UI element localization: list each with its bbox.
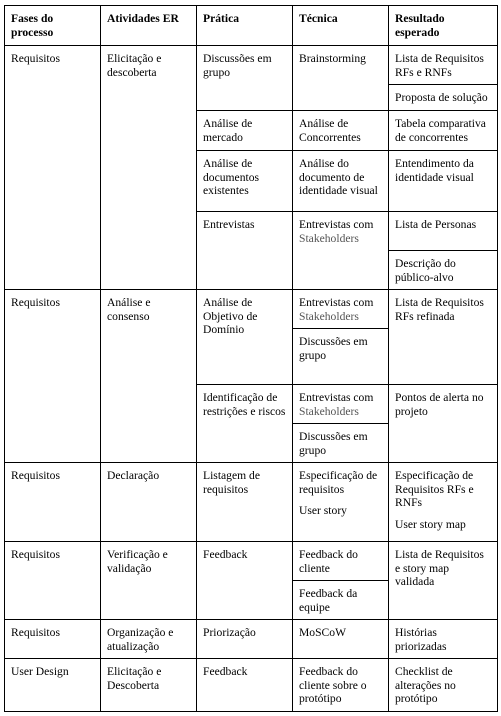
cell-resultado: Descrição do público-alvo [389,251,498,290]
cell-resultado: Pontos de alerta no projeto [389,385,498,463]
tecnica-line: Especificação de requisitos [299,469,378,496]
cell-tecnica: Discussões em grupo [293,329,389,385]
cell-resultado: Lista de Personas [389,212,498,251]
process-table [4,5,498,712]
tecnica-line: Stakeholders [299,309,359,323]
cell-tecnica [293,385,389,424]
tecnica-line: Stakeholders [299,404,359,418]
cell-atividade: Elicitação e Descoberta [101,659,197,712]
cell-pratica: Feedback [197,659,293,712]
cell-tecnica [293,212,389,290]
cell-fase: Requisitos [5,542,101,620]
cell-pratica: Discussões em grupo [197,46,293,111]
tecnica-line: User story [299,504,347,517]
cell-atividade: Elicitação e descoberta [101,46,197,290]
cell-resultado: Entendimento da identidade visual [389,151,498,212]
cell-resultado: Checklist de alterações no protótipo [389,659,498,712]
cell-tecnica: Brainstorming [293,46,389,111]
header-resultado: Resultado esperado [389,6,498,46]
cell-atividade: Organização e atualização [101,620,197,659]
resultado-line: Especificação de Requisitos RFs e RNFs [395,469,474,509]
cell-pratica: Listagem de requisitos [197,463,293,542]
cell-tecnica: MoSCoW [293,620,389,659]
cell-pratica: Análise de documentos existentes [197,151,293,212]
cell-resultado: Lista de Requisitos e story map validada [389,542,498,620]
cell-fase: User Design [5,659,101,712]
header-atividades: Atividades ER [101,6,197,46]
cell-fase: Requisitos [5,463,101,542]
cell-pratica: Análise de mercado [197,111,293,151]
cell-tecnica: Análise de Concorrentes [293,111,389,151]
tecnica-line: Entrevistas com [299,218,374,231]
cell-tecnica: Análise do documento de identidade visual [293,151,389,212]
cell-tecnica: Feedback da equipe [293,581,389,620]
cell-pratica: Análise de Objetivo de Domínio [197,290,293,385]
cell-tecnica [293,290,389,329]
cell-tecnica: Discussões em grupo [293,424,389,463]
cell-atividade: Verificação e validação [101,542,197,620]
cell-pratica: Entrevistas [197,212,293,290]
cell-resultado: Tabela comparativa de concorrentes [389,111,498,151]
cell-pratica: Feedback [197,542,293,620]
header-pratica: Prática [197,6,293,46]
cell-resultado: Proposta de solução [389,85,498,111]
tecnica-line: Entrevistas com [299,296,374,309]
cell-atividade: Declaração [101,463,197,542]
cell-tecnica: Feedback do cliente sobre o protótipo [293,659,389,712]
resultado-line: User story map [395,517,466,531]
cell-pratica: Priorização [197,620,293,659]
cell-tecnica: Feedback do cliente [293,542,389,581]
cell-resultado [389,463,498,542]
cell-fase: Requisitos [5,46,101,290]
cell-resultado: Histórias priorizadas [389,620,498,659]
cell-resultado: Lista de Requisitos RFs e RNFs [389,46,498,85]
cell-fase: Requisitos [5,290,101,463]
cell-atividade: Análise e consenso [101,290,197,463]
cell-pratica: Identificação de restrições e riscos [197,385,293,463]
cell-tecnica [293,463,389,542]
cell-fase: Requisitos [5,620,101,659]
header-fases: Fases do processo [5,6,101,46]
tecnica-line: Stakeholders [299,231,359,245]
header-tecnica: Técnica [293,6,389,46]
tecnica-line: Entrevistas com [299,391,374,404]
cell-resultado: Lista de Requisitos RFs refinada [389,290,498,385]
